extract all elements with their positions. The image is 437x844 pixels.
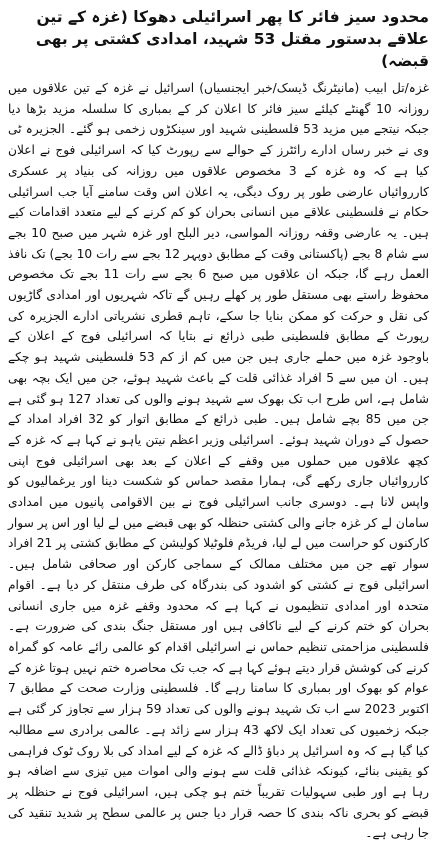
article-body: غزہ/تل ابیب (مانیٹرنگ ڈیسک/خبر ایجنسیاں) اسرائیل نے غزہ کے تین علاقوں میں روزانہ 10 گھنٹے کیلئے سیز فائر کا اعلان کر کے بمباری کا سلسلہ مزید بڑھا دیا جبکہ نیتجے میں مزید 53 فلسطینی شہید اور سینکڑوں زخمی ہو گئے۔ الجزیرہ ٹی وی نے خبر رساں ادارے رائٹرز کے حوالے سے رپورٹ کیا کہ اسرائیلی فوج نے اعلان کیا ہے کہ وہ غزہ کے 3 مخصوص علاقوں میں روزانہ کی بنیاد پر عسکری کارروائیاں عارضی طور پر روک دیگی، یہ اعلان اس وقت سامنے آیا جب اسرائیلی حکام نے فلسطینی علاقے میں انسانی بحران کو کم کرنے کے لیے متعدد اقدامات کیے ہیں۔ یہ عارضی وقفہ روزانہ المواسی، دیر البلح اور غزہ شہر میں صبح 10 بجے سے شام 8 بجے (پاکستانی وقت کے مطابق دوپہر 12 بجے سے رات 10 بجے) تک نافذ العمل رہے گا، جبکہ ان علاقوں میں صبح 6 بجے سے رات 11 بجے تک مخصوص محفوظ راستے بھی مستقل طور پر کھلے رہیں گے تاکہ شہریوں اور امدادی گاڑیوں کی نقل و حرکت کو ممکن بنایا جا سکے، تاہم قطری نشریاتی ادارے الجزیرہ کی رپورٹ کے مطابق فلسطینی طبی ذرائع نے بتایا کہ اسرائیلی فوج کے اعلان کے باوجود غزہ میں حملے جاری ہیں جن میں کم از کم 53 فلسطینی شہید ہو چکے ہیں۔ ان میں سے 5 افراد غذائی قلت کے باعث شہید ہوئے، جن میں ایک بچہ بھی شامل ہے، اس طرح اب تک بھوک سے شہید ہونے والوں کی تعداد 127 ہو گئی ہے جن میں 85 بچے شامل ہیں۔ طبی ذرائع کے مطابق اتوار کو 32 افراد امداد کے حصول کے دوران شہید ہوئے۔ اسرائیلی وزیر اعظم نیتن یاہو نے کہا ہے کہ غزہ کے کچھ علاقوں میں حملوں میں وقفے کے اعلان کے بعد بھی اسرائیلی فوج اپنی کارروائیاں جاری رکھے گی، ہمارا مقصد حماس کو شکست دینا اور یرغمالیوں کو واپس لانا ہے۔ دوسری جانب اسرائیلی فوج نے بین الاقوامی پانیوں میں امدادی سامان لے کر غزہ جانے والی کشتی حنظلہ کو بھی قبضے میں لے لیا اور اس پر سوار کارکنوں کو حراست میں لے لیا، فریڈم فلوٹیلا کولیشن کے مطابق کشتی پر 21 افراد سوار تھے جن میں مختلف ممالک کے سماجی کارکن اور صحافی شامل ہیں۔ اسرائیلی فوج نے کشتی کو اشدود کی بندرگاہ کی طرف منتقل کر دیا ہے۔ اقوام متحدہ اور امدادی تنظیموں نے کہا ہے کہ محدود وقفے غزہ میں جاری انسانی بحران کو ختم کرنے کے لیے ناکافی ہیں اور مستقل جنگ بندی کی ضرورت ہے۔ فلسطینی مزاحمتی تنظیم حماس نے اسرائیلی اقدام کو عالمی رائے عامہ کو گمراہ کرنے کی کوشش قرار دیتے ہوئے کہا ہے کہ جب تک محاصرہ ختم نہیں ہوتا غزہ کے عوام کو بھوک اور بمباری کا سامنا رہے گا۔ فلسطینی وزارت صحت کے مطابق 7 اکتوبر 2023 سے اب تک شہید ہونے والوں کی تعداد 59 ہزار سے تجاوز کر گئی ہے جبکہ زخمیوں کی تعداد ایک لاکھ 43 ہزار سے زائد ہے۔ عالمی برادری سے مطالبہ کیا گیا ہے کہ وہ اسرائیل پر دباؤ ڈالے کہ غزہ کے لیے امداد کی بلا روک ٹوک فراہمی کو یقینی بنائے، کیونکہ غذائی قلت سے ہونے والی اموات میں تیزی سے اضافہ ہو رہا ہے اور طبی سہولیات تقریباً ختم ہو چکی ہیں، اسرائیلی فوج نے حنظلہ پر قبضے کو بحری ناکہ بندی کا حصہ قرار دیا جس پر عالمی سطح پر شدید تنقید کی جا رہی ہے۔ — [8, 81, 430, 841]
article-headline: محدود سیز فائر کا پھر اسرائیلی دھوکا (غزہ کے تین علاقے بدستور مقتل 53 شہید، امدادی کشتی پر بھی قبضہ) — [35, 8, 429, 70]
